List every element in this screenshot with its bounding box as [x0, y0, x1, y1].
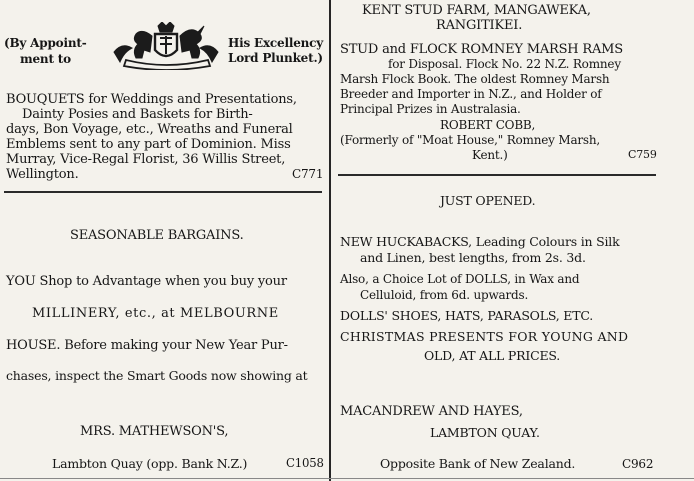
opened-line-7: OLD, AT ALL PRICES. — [424, 348, 561, 363]
florist-code: C771 — [292, 167, 324, 181]
column-divider — [329, 0, 331, 481]
florist-line-1: BOUQUETS for Weddings and Presentations, — [6, 92, 297, 107]
florist-line-3: days, Bon Voyage, etc., Wreaths and Funeral — [6, 122, 293, 137]
opened-line-4: Celluloid, from 6d. upwards. — [360, 288, 529, 302]
florist-line-2: Dainty Posies and Baskets for Birth- — [22, 107, 253, 122]
mathewson-address: Lambton Quay (opp. Bank N.Z.) — [52, 456, 248, 471]
macandrew-hayes-name: MACANDREW AND HAYES, — [340, 404, 523, 419]
stud-line-5: Principal Prizes in Australasia. — [340, 102, 521, 116]
appointment-line-2: ment to — [20, 52, 71, 66]
mathewson-name: MRS. MATHEWSON'S, — [80, 424, 229, 439]
opened-line-2: and Linen, best lengths, from 2s. 3d. — [360, 250, 586, 265]
opened-line-6: CHRISTMAS PRESENTS FOR YOUNG AND — [340, 329, 629, 344]
stud-owner-name: ROBERT COBB, — [440, 118, 536, 132]
bargains-line-1: YOU Shop to Advantage when you buy your — [6, 274, 287, 289]
appointment-line-1: (By Appoint- — [4, 36, 87, 50]
bottom-edge — [0, 478, 694, 479]
stud-title: KENT STUD FARM, MANGAWEKA, — [362, 3, 591, 18]
bargains-heading: SEASONABLE BARGAINS. — [70, 228, 244, 243]
left-ad-divider — [4, 191, 322, 193]
right-ad-divider — [338, 174, 656, 176]
bargains-line-4: chases, inspect the Smart Goods now showing at — [6, 368, 308, 383]
opened-heading: JUST OPENED. — [440, 193, 536, 208]
opposite-bank-line: Opposite Bank of New Zealand. — [380, 456, 576, 471]
mathewson-code: C1058 — [286, 456, 324, 470]
bargains-line-3: HOUSE. Before making your New Year Pur- — [6, 338, 288, 353]
stud-line-3: Marsh Flock Book. The oldest Romney Marsh — [340, 72, 610, 86]
opened-line-5: DOLLS' SHOES, HATS, PARASOLS, ETC. — [340, 308, 594, 323]
stud-subtitle: RANGITIKEI. — [436, 18, 523, 33]
stud-place-line: Kent.) — [472, 148, 508, 162]
royal-coat-of-arms-icon — [112, 22, 220, 70]
florist-line-4: Emblems sent to any part of Dominion. Miss — [6, 137, 291, 152]
lambton-quay-line: LAMBTON QUAY. — [430, 425, 540, 440]
bargains-line-2: MILLINERY, etc., at MELBOURNE — [32, 306, 279, 321]
excellency-line-2: Lord Plunket.) — [228, 51, 323, 65]
florist-line-5: Murray, Vice-Regal Florist, 36 Willis Street, — [6, 152, 286, 167]
macandrew-code: C962 — [622, 457, 654, 471]
stud-line-1: STUD and FLOCK ROMNEY MARSH RAMS — [340, 42, 623, 57]
stud-former-line: (Formerly of "Moat House," Romney Marsh, — [340, 133, 601, 147]
stud-line-4: Breeder and Importer in N.Z., and Holder of — [340, 87, 602, 101]
florist-line-6: Wellington. — [6, 167, 79, 182]
excellency-line-1: His Excellency — [228, 36, 324, 50]
opened-line-3: Also, a Choice Lot of DOLLS, in Wax and — [340, 272, 580, 286]
stud-line-2: for Disposal. Flock No. 22 N.Z. Romney — [388, 57, 621, 71]
opened-line-1: NEW HUCKABACKS, Leading Colours in Silk — [340, 234, 620, 249]
stud-code: C759 — [628, 148, 657, 161]
